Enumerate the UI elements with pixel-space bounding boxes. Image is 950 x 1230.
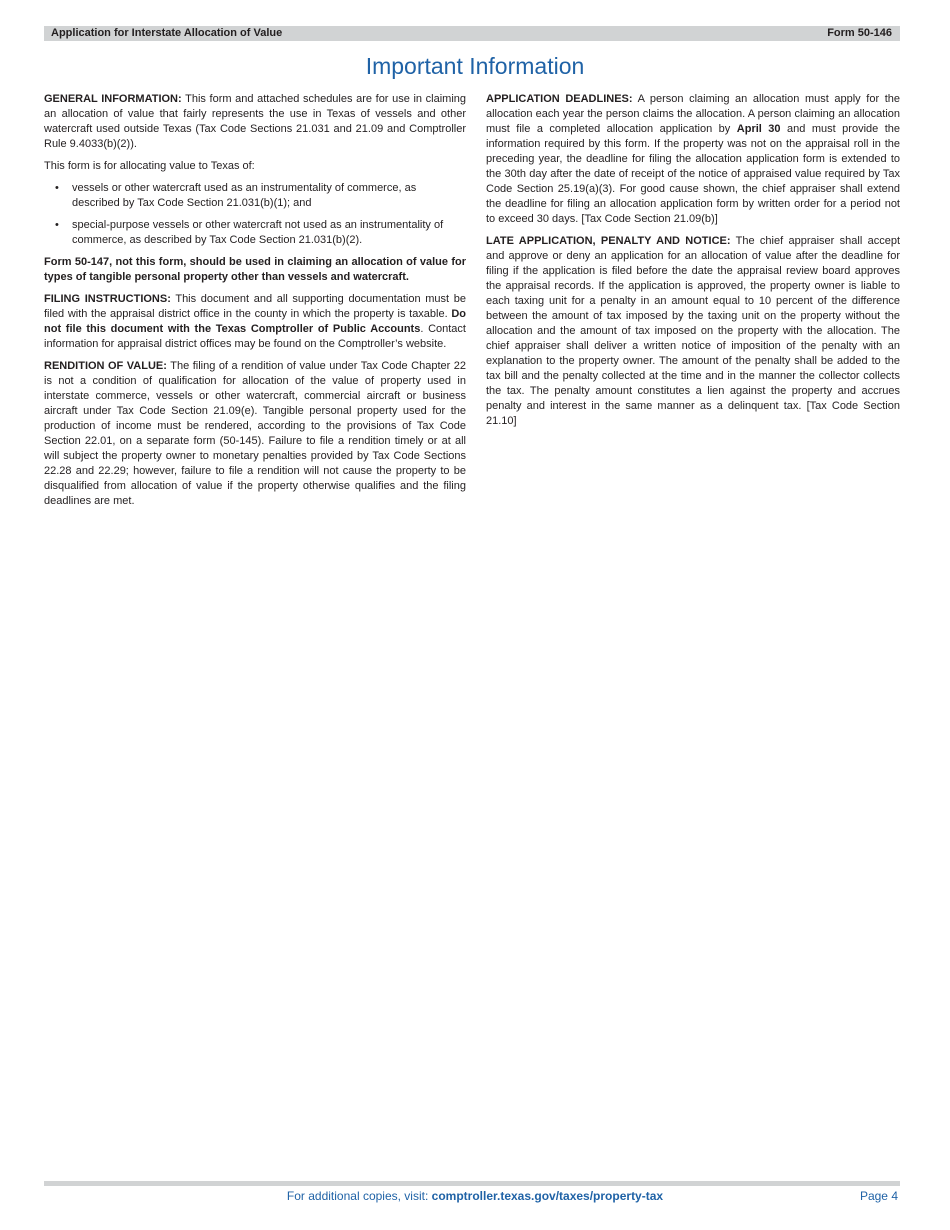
general-information-text: This form and attached schedules are for use in claiming an allocation of value that fairly represents the use in Texas of vessels and other watercraft used outside Texas (Tax Code Sections 21.031 and 21.09 and Comptroller Rule 9.4033(b)(2)). (44, 93, 467, 150)
rendition-of-value-text: The filing of a rendition of value under Tax Code Chapter 22 is not a condition of qualification for allocation of the value of property used in interstate commerce, vessels or other watercraft, commercial aircraft or business aircraft under Tax Code Section 21.09(e). Tangible personal property used for the production of income must be rendered, according to the provisions of Tax Code Section 22.01, on a separate form (50-145). Failure to file a rendition timely or at all will subject the property owner to monetary penalties provided by Tax Code Sections 22.28 and 22.29; however, failure to file a rendition will not cause the property to be disqualified from allocation of value if the property otherwise qualifies and the filing deadlines are met. (44, 360, 467, 507)
application-deadline-date: April 30 (736, 123, 781, 135)
footer-divider (44, 1181, 900, 1186)
allocation-bullet-list (44, 181, 466, 248)
rendition-of-value-heading: RENDITION OF VALUE: (44, 360, 167, 372)
application-deadlines-section (486, 92, 900, 227)
bullet-icon: • (55, 182, 59, 194)
right-column (486, 92, 900, 436)
filing-instructions-warning: Do not file this document with the Texas Comptroller of Public Accounts (44, 308, 466, 335)
filing-instructions-text: This document and all supporting documentation must be filed with the appraisal district office in the county in which the property is taxable. (44, 293, 466, 320)
filing-instructions-section (44, 292, 466, 352)
page-title: Important Information (365, 53, 585, 79)
footer-copies-text: For additional copies, visit: (286, 1189, 429, 1203)
application-deadlines-text-continued: and must provide the information required by this form. If the property was not on the appraisal roll in the preceding year, the deadline for filing the allocation application form is extended to the 30th day after the date of receipt of the notice of appraised value required by Tax Code Section 25.19(a)(3). For good cause shown, the chief appraiser shall extend the deadline for filing an allocation application form by written order for a period not to exceed 30 days. [Tax Code Section 21.09(b)] (486, 123, 901, 225)
form-50-147-note: Form 50-147, not this form, should be used in claiming an allocation of value for types of tangible personal property other than vessels and watercraft. (44, 256, 466, 283)
filing-instructions-heading: FILING INSTRUCTIONS: (44, 293, 171, 305)
page-number: Page 4 (859, 1189, 898, 1203)
application-deadlines-text: A person claiming an allocation must apply for the allocation each year the person claims the allocation. A person claiming an allocation must file a completed allocation application by (486, 93, 900, 135)
general-information-section (44, 92, 466, 152)
footer-copies-line (0, 1188, 950, 1204)
allocating-intro: This form is for allocating value to Texas of: (44, 160, 255, 172)
form-title: Application for Interstate Allocation of Value (51, 27, 283, 39)
filing-instructions-contact-text: . Contact information for appraisal district offices may be found on the Comptroller’s website. (44, 323, 466, 350)
footer-url-link[interactable]: comptroller.texas.gov/taxes/property-tax (431, 1189, 664, 1203)
list-item-text: special-purpose vessels or other watercraft not used as an instrumentality of commerce, as described by Tax Code Section 21.031(b)(2). (72, 219, 444, 246)
application-deadlines-heading: APPLICATION DEADLINES: (486, 93, 633, 105)
late-application-heading: LATE APPLICATION, PENALTY AND NOTICE: (486, 235, 731, 247)
late-application-text: The chief appraiser shall accept and approve or deny an application for an allocation of value after the deadline for filing if the application is filed before the date the appraisal review board approves the appraisal records. If the application is approved, the property owner is liable to each taxing unit for a penalty in an amount equal to 10 percent of the difference between the amount of tax imposed by the taxing unit on the property without the allocation and the amount of tax imposed on the property with the allocation. The chief appraiser shall deliver a written notice of imposition of the penalty with an explanation to the property owner. The amount of the penalty shall be added to the tax bill and the penalty collected at the time and in the manner the collector collects the tax. The penalty amount constitutes a lien against the property and accrues penalty and interest in the same manner as a delinquent tax. [Tax Code Section 21.10] (486, 235, 901, 427)
general-information-heading: GENERAL INFORMATION: (44, 93, 182, 105)
rendition-of-value-section (44, 359, 466, 509)
list-item (44, 181, 466, 211)
form-header-bar (44, 26, 900, 41)
bullet-icon: • (55, 219, 59, 231)
list-item (44, 218, 466, 248)
list-item-text: vessels or other watercraft used as an instrumentality of commerce, as described by Tax Code Section 21.031(b)(1); and (72, 182, 417, 209)
form-number: Form 50-146 (827, 27, 892, 39)
late-application-section (486, 234, 900, 429)
left-column (44, 92, 466, 516)
